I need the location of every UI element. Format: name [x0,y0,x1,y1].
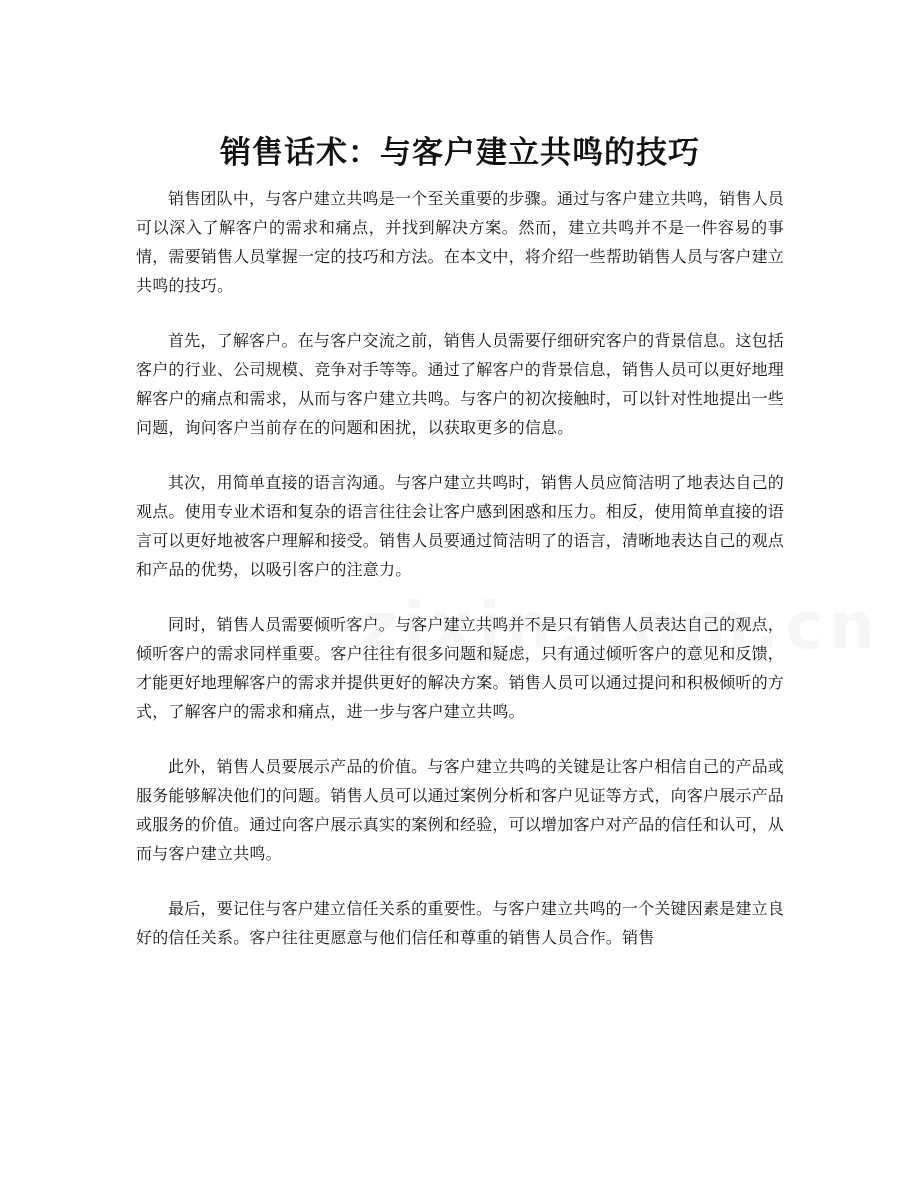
paragraph-1: 销售团队中，与客户建立共鸣是一个至关重要的步骤。通过与客户建立共鸣，销售人员可以深入了解客户的需求和痛点，并找到解决方案。然而，建立共鸣并不是一件容易的事情，需要销售人员掌握一定的技巧和方法。在本文中，将介绍一些帮助销售人员与客户建立共鸣的技巧。 [136,189,785,295]
document-body [136,184,784,978]
page-title: 销售话术：与客户建立共鸣的技巧 [220,134,700,171]
paragraph-6: 最后，要记住与客户建立信任关系的重要性。与客户建立共鸣的一个关键因素是建立良好的信任关系。客户往往更愿意与他们信任和尊重的销售人员合作。销售 [136,899,784,947]
paragraph-2: 首先，了解客户。在与客户交流之前，销售人员需要仔细研究客户的背景信息。这包括客户的行业、公司规模、竞争对手等等。通过了解客户的背景信息，销售人员可以更好地理解客户的痛点和需求，从而与客户建立共鸣。与客户的初次接触时，可以针对性地提出一些问题，询问客户当前存在的问题和困扰，以获取更多的信息。 [136,331,785,437]
paragraph-3: 其次，用简单直接的语言沟通。与客户建立共鸣时，销售人员应简洁明了地表达自己的观点。使用专业术语和复杂的语言往往会让客户感到困惑和压力。相反，使用简单直接的语言可以更好地被客户理解和接受。销售人员要通过简洁明了的语言，清晰地表达自己的观点和产品的优势，以吸引客户的注意力。 [136,473,785,579]
paragraph-4: 同时，销售人员需要倾听客户。与客户建立共鸣并不是只有销售人员表达自己的观点，倾听客户的需求同样重要。客户往往有很多问题和疑虑，只有通过倾听客户的意见和反馈，才能更好地理解客户的需求并提供更好的解决方案。销售人员可以通过提问和积极倾听的方式，了解客户的需求和痛点，进一步与客户建立共鸣。 [136,615,785,721]
paragraph-5: 此外，销售人员要展示产品的价值。与客户建立共鸣的关键是让客户相信自己的产品或服务能够解决他们的问题。销售人员可以通过案例分析和客户见证等方式，向客户展示产品或服务的价值。通过向客户展示真实的案例和经验，可以增加客户对产品的信任和认可，从而与客户建立共鸣。 [136,757,785,863]
